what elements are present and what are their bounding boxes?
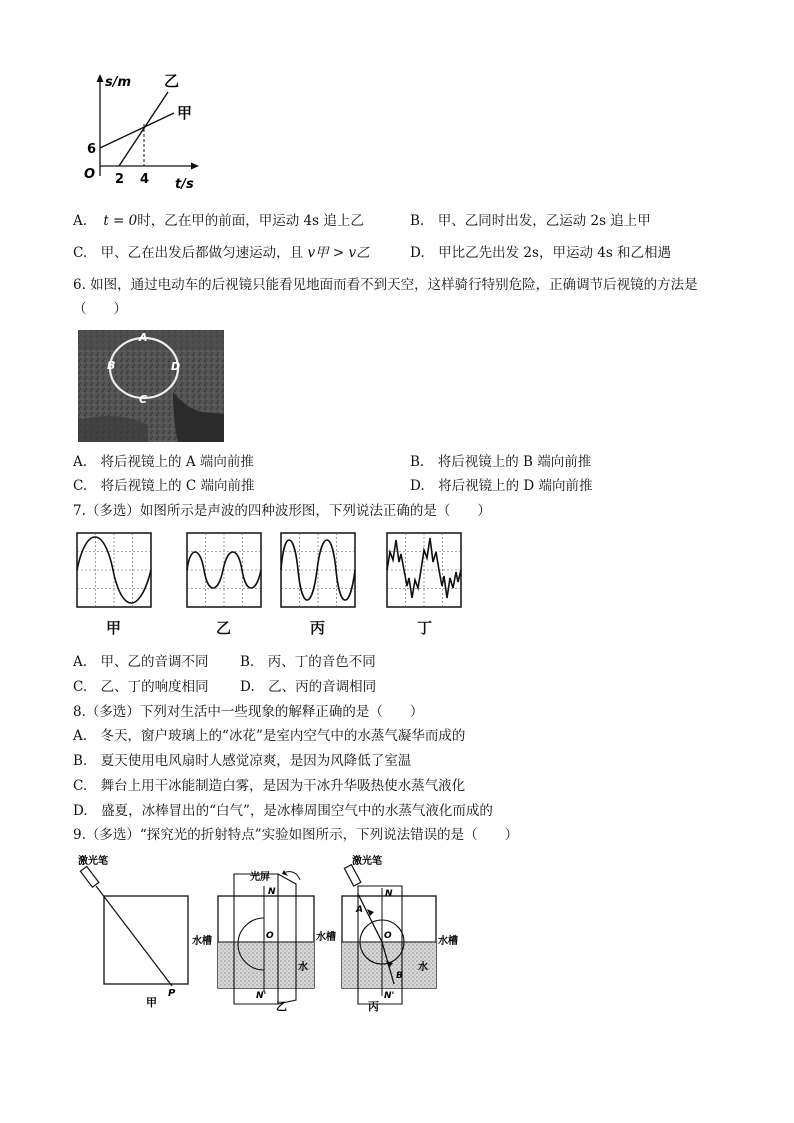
waveform-ding [386, 532, 462, 608]
q7-option-d[interactable]: D. 乙、丙的音调相同 [240, 679, 377, 695]
fig-bing-a: A [356, 905, 363, 915]
q5-option-d[interactable]: D. 甲比乙先出发 2s，甲运动 4s 和乙相遇 [410, 245, 672, 261]
graph-tick-y: 6 [87, 142, 97, 157]
q5-option-c-math: v甲 > v乙 [307, 245, 370, 261]
fig-bing-laser: 激光笔 [352, 856, 382, 867]
graph-label-jia: 甲 [177, 104, 193, 122]
y-axis-arrow [97, 74, 104, 82]
graph-tick-x1: 2 [115, 172, 125, 187]
fig-bing-o: O [384, 931, 392, 941]
graph-origin: O [84, 167, 96, 182]
graph-tick-x2: 4 [140, 172, 150, 187]
fig-jia-tank: 水槽 [192, 936, 212, 947]
fig-jia-caption: 甲 [146, 996, 157, 1009]
q7-option-a[interactable]: A. 甲、乙的音调不同 [73, 654, 209, 670]
wave-label-yi: 乙 [216, 619, 232, 637]
wave-label-jia: 甲 [106, 619, 122, 637]
q6-option-c[interactable]: C. 将后视镜上的 C 端向前推 [73, 478, 255, 494]
mirror-label-b: B [107, 359, 116, 372]
x-axis-arrow [191, 163, 199, 170]
q6-option-b[interactable]: B. 将后视镜上的 B 端向前推 [410, 454, 592, 470]
q7-option-c[interactable]: C. 乙、丁的响度相同 [73, 679, 209, 695]
q7-option-b[interactable]: B. 丙、丁的音色不同 [240, 654, 376, 670]
q5-option-c[interactable]: C. 甲、乙在出发后都做匀速运动，且 v甲 > v乙 [73, 245, 370, 261]
mirror-label-a: A [139, 331, 148, 344]
fig-yi-tank: 水槽 [316, 932, 336, 943]
fig-bing-tank: 水槽 [438, 936, 458, 947]
fig-yi-n-bottom: N' [256, 991, 267, 1001]
graph-label-yi: 乙 [164, 72, 180, 90]
q6-stem-line1: 6. 如图，通过电动车的后视镜只能看见地面而看不到天空，这样骑行特别危险，正确调节后视镜的方法是 [73, 277, 698, 293]
q6-option-a[interactable]: A. 将后视镜上的 A 端向前推 [73, 454, 254, 470]
q6-stem-line2: （ ） [73, 301, 127, 317]
fig-bing-water: 水 [418, 962, 428, 973]
q5-option-a[interactable]: A. t = 0时，乙在甲的前面，甲运动 4s 追上乙 [73, 213, 364, 229]
fig-bing-n-bottom: N' [384, 991, 395, 1001]
refraction-fig-jia [76, 852, 216, 1010]
fig-bing-caption: 丙 [368, 1000, 379, 1013]
fig-bing-b: B [396, 971, 403, 981]
q9-stem: 9.（多选）“探究光的折射特点”实验如图所示，下列说法错误的是（ ） [73, 827, 519, 843]
refraction-fig-bing [336, 852, 486, 1014]
graph-ylabel: s/m [105, 75, 132, 90]
st-graph [78, 68, 218, 193]
q8-option-c[interactable]: C. 舞台上用干冰能制造白雾，是因为干冰升华吸热使水蒸气液化 [73, 778, 466, 794]
q8-option-b[interactable]: B. 夏天使用电风扇时人感觉凉爽，是因为风降低了室温 [73, 753, 412, 769]
waveform-bing [280, 532, 356, 608]
mirror-label-d: D [171, 360, 181, 373]
waveform-yi [186, 532, 262, 608]
mirror-photo [78, 330, 224, 442]
graph-xlabel: t/s [175, 177, 194, 192]
line-jia [100, 113, 174, 148]
q8-option-d[interactable]: D. 盛夏，冰棒冒出的“白气”，是冰棒周围空气中的水蒸气液化而成的 [73, 803, 493, 819]
refraction-fig-yi [212, 852, 342, 1014]
q5-option-b[interactable]: B. 甲、乙同时出发，乙运动 2s 追上甲 [410, 213, 651, 229]
q6-option-d[interactable]: D. 将后视镜上的 D 端向前推 [410, 478, 593, 494]
fig-yi-n-top: N [268, 887, 276, 897]
fig-jia-point: P [168, 988, 176, 999]
fig-bing-n-top: N [385, 889, 393, 899]
fig-yi-caption: 乙 [276, 1000, 287, 1013]
fig-yi-screen: 光屏 [250, 872, 270, 883]
fig-yi-o: O [266, 931, 274, 941]
q8-option-a[interactable]: A. 冬天，窗户玻璃上的“冰花”是室内空气中的水蒸气凝华而成的 [73, 728, 466, 744]
wave-label-bing: 丙 [310, 619, 326, 637]
q7-stem: 7.（多选）如图所示是声波的四种波形图，下列说法正确的是（ ） [73, 503, 491, 519]
wave-label-ding: 丁 [417, 619, 433, 637]
fig-jia-laser: 激光笔 [78, 856, 108, 867]
q8-stem: 8.（多选）下列对生活中一些现象的解释正确的是（ ） [73, 704, 424, 720]
waveform-jia [76, 532, 152, 608]
mirror-label-c: C [139, 393, 148, 406]
fig-yi-water: 水 [298, 962, 308, 973]
q5-option-a-math: t = 0 [103, 213, 138, 229]
